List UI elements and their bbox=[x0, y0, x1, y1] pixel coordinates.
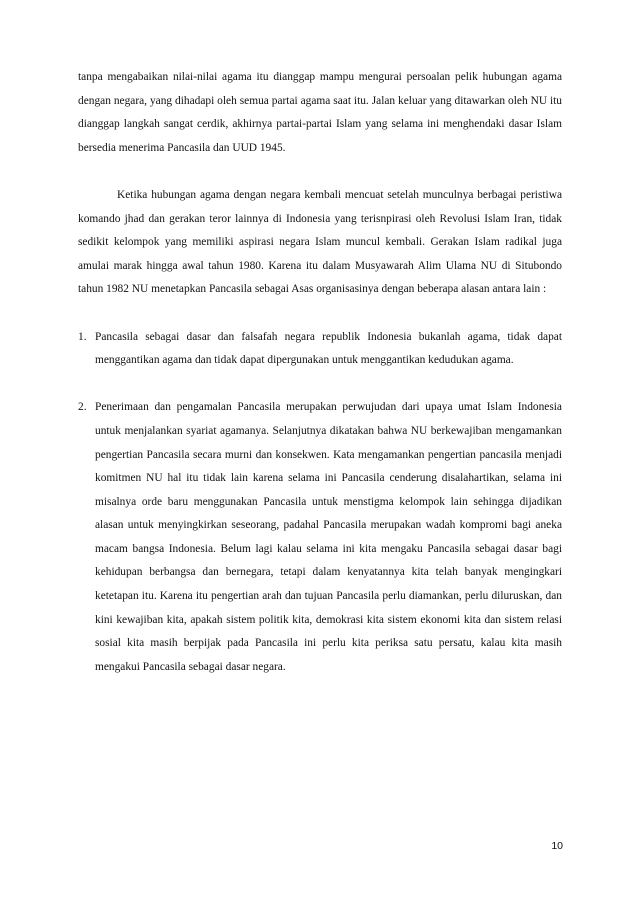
list-item bbox=[78, 396, 562, 679]
list-item bbox=[78, 326, 562, 373]
list-item-text: Penerimaan dan pengamalan Pancasila merupakan perwujudan dari upaya umat Islam Indonesia untuk menjalankan syariat agamanya. Selanjutnya dikatakan bahwa NU berkewajiban mengamankan pengertian Pancasila secara murni dan konsekwen. Kata mengamankan pengertian pancasila menjadi komitmen NU hal itu tidak lain karena selama ini Pancasila cenderung disalahartikan, selama ini misalnya orde baru menggunakan Pancasila untuk menstigma kelompok lain sehingga dijadikan alasan untuk menyingkirkan seseorang, padahal Pancasila merupakan wadah kompromi bagi aneka macam bangsa Indonesia. Belum lagi kalau selama ini kita mengaku Pancasila sebagai dasar bagi kehidupan berbangsa dan bernegara, tetapi dalam kenyatannya kita telah banyak mengingkari ketetapan itu. Karena itu pengertian arah dan tujuan Pancasila perlu diamankan, perlu diluruskan, dan kini kewajiban kita, apakah sistem politik kita, demokrasi kita sistem ekonomi kita dan sistem relasi sosial kita masih berpijak pada Pancasila ini perlu kita periksa satu persatu, kalau kita masih mengakui Pancasila sebagai dasar negara. bbox=[95, 401, 562, 673]
paragraph-continuation: tanpa mengabaikan nilai-nilai agama itu dianggap mampu mengurai persoalan pelik hubungan agama dengan negara, yang dihadapi oleh semua partai agama saat itu. Jalan keluar yang ditawarkan oleh NU itu dianggap langkah sangat cerdik, akhirnya partai-partai Islam yang selama ini menghendaki dasar Islam bersedia menerima Pancasila dan UUD 1945. bbox=[78, 71, 562, 154]
numbered-list bbox=[78, 326, 562, 680]
paragraph-indented: Ketika hubungan agama dengan negara kembali mencuat setelah munculnya berbagai peristiwa komando jhad dan gerakan teror lainnya di Indonesia yang terisnpirasi oleh Revolusi Islam Iran, tidak sedikit kelompok yang memiliki aspirasi negara Islam muncul kembali. Gerakan Islam radikal juga amulai marak hingga awal tahun 1980. Karena itu dalam Musyawarah Alim Ulama NU di Situbondo tahun 1982 NU menetapkan Pancasila sebagai Asas organisasinya dengan beberapa alasan antara lain : bbox=[78, 188, 562, 296]
list-item-number: 1. bbox=[78, 330, 87, 343]
list-item-number: 2. bbox=[78, 401, 87, 414]
list-item-text: Pancasila sebagai dasar dan falsafah negara republik Indonesia bukanlah agama, tidak dapat menggantikan agama dan tidak dapat dipergunakan untuk menggantikan kedudukan agama. bbox=[95, 330, 562, 367]
page-number: 10 bbox=[551, 840, 563, 852]
document-body bbox=[78, 66, 562, 679]
